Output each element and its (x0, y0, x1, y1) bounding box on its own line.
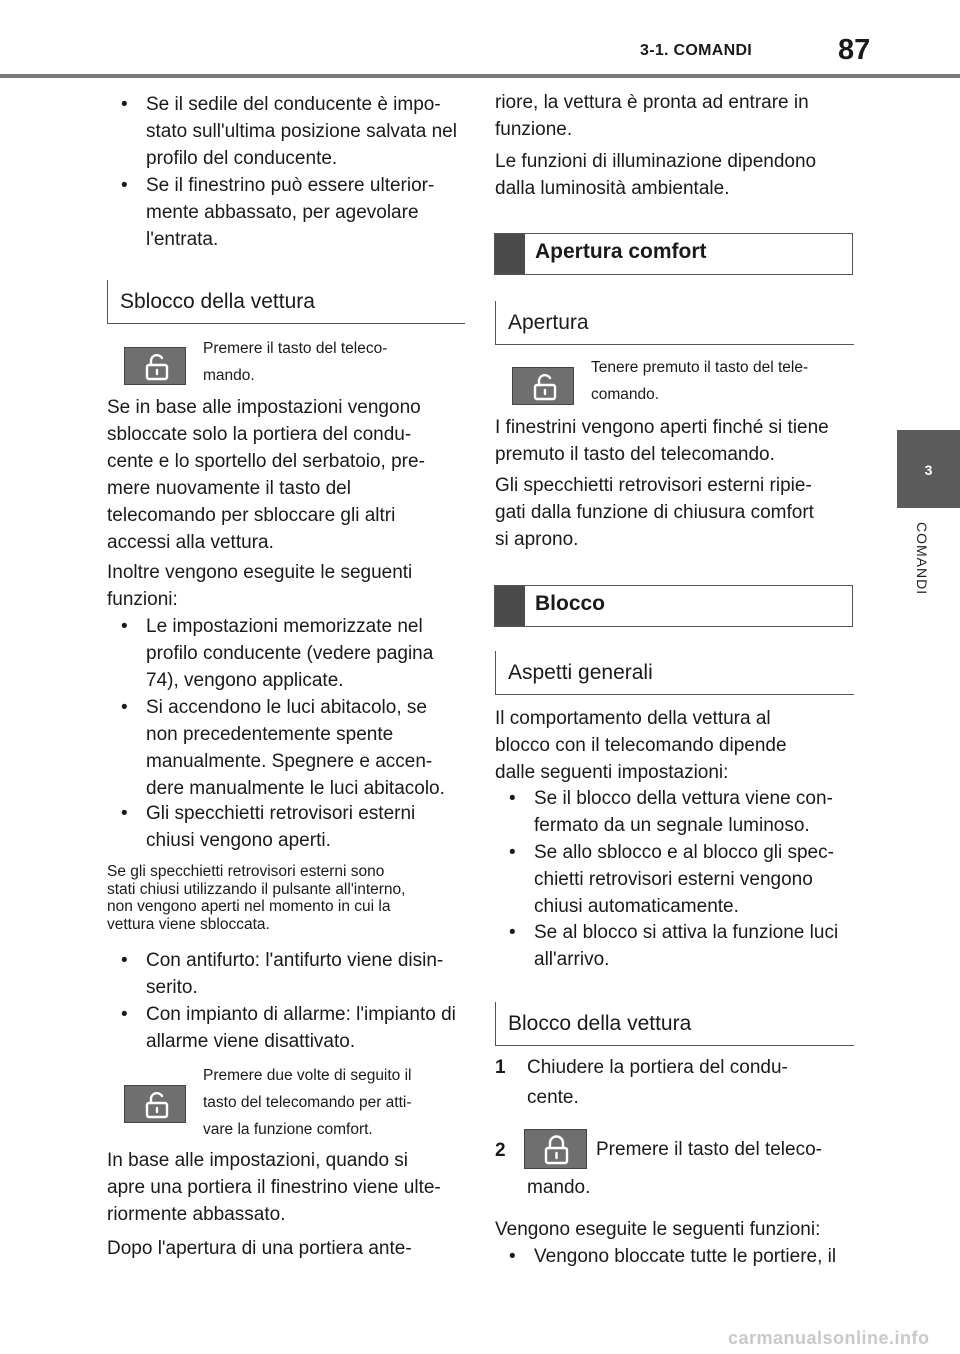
bullet-dot: • (509, 788, 516, 809)
text-line: Chiudere la portiera del condu- (527, 1057, 788, 1078)
text-line: serito. (146, 977, 198, 998)
bullet-dot: • (509, 1246, 516, 1267)
text-line: Gli specchietti retrovisori esterni (146, 803, 416, 824)
text-line: riormente abbassato. (107, 1204, 286, 1225)
text-line: vare la funzione comfort. (203, 1121, 373, 1138)
section-heading-general (495, 651, 854, 695)
text-line: comando. (591, 386, 660, 403)
paragraph: Vengono eseguite le seguenti funzioni: (495, 1219, 821, 1240)
text-line: dalle seguenti impostazioni: (495, 762, 729, 783)
bullet-dot: • (121, 950, 128, 971)
text-line: Se gli specchietti retrovisori esterni sono (107, 863, 385, 880)
text-line: premuto il tasto del telecomando. (495, 444, 775, 465)
paragraph (495, 472, 857, 553)
box-heading-lock (494, 585, 853, 627)
text-line: Inoltre vengono eseguite le seguenti (107, 562, 413, 583)
text-line: Le funzioni di illuminazione dipendono (495, 151, 817, 172)
text-line: apre una portiera il finestrino viene ulte- (107, 1177, 441, 1198)
text-line: profilo del conducente. (146, 148, 338, 169)
text-line: Gli specchietti retrovisori esterni ripie- (495, 475, 812, 496)
box-heading-text: Apertura comfort (535, 240, 707, 263)
text-line: all'arrivo. (534, 949, 610, 970)
bullet-dot: • (509, 842, 516, 863)
text-line: chietti retrovisori esterni vengono (534, 869, 813, 890)
text-line: Se in base alle impostazioni vengono (107, 397, 421, 418)
text-line: chiusi vengono aperti. (146, 830, 331, 851)
section-heading-text: Apertura (508, 311, 589, 334)
paragraph (495, 89, 855, 143)
step-number: 2 (495, 1140, 506, 1161)
box-heading-text: Blocco (535, 592, 606, 615)
text-line: Vengono bloccate tutte le portiere, il (534, 1246, 837, 1267)
text-line: Se al blocco si attiva la funzione luci (534, 922, 839, 943)
text-line: mente abbassato, per agevolare (146, 202, 419, 223)
unlock-icon (513, 368, 575, 406)
bullet-dot: • (509, 922, 516, 943)
chapter-tab: 3 (897, 430, 960, 508)
text-line: 74), vengono applicate. (146, 670, 344, 691)
header-rule (0, 74, 960, 78)
remote-unlock-key (512, 367, 574, 405)
text-line: Si accendono le luci abitacolo, se (146, 697, 427, 718)
text-line: stati chiusi utilizzando il pulsante all'interno, (107, 880, 406, 898)
bullet-dot: • (121, 175, 128, 196)
text-line: Se il blocco della vettura viene con- (534, 788, 833, 809)
text-line: I finestrini vengono aperti finché si tiene (495, 417, 829, 438)
text-line: Tenere premuto il tasto del tele- (591, 359, 809, 376)
text-line: manualmente. Spegnere e accen- (146, 751, 433, 772)
text-line: Con impianto di allarme: l'impianto di (146, 1004, 456, 1025)
bullet-dot: • (121, 697, 128, 718)
text-line: Premere due volte di seguito il (203, 1067, 412, 1084)
unlock-icon (125, 348, 187, 386)
text-line: sbloccate solo la portiera del condu- (107, 424, 412, 445)
section-heading-text: Sblocco della vettura (120, 290, 315, 313)
bullet-dot: • (121, 1004, 128, 1025)
box-heading-marker (495, 586, 525, 626)
text-line: chiusi automaticamente. (534, 896, 739, 917)
text-line: si aprono. (495, 529, 579, 550)
text-line: Premere il tasto del teleco- (203, 340, 388, 357)
step-text: mando. (527, 1177, 591, 1198)
text-line: non vengono aperti nel momento in cui la (107, 898, 391, 915)
section-heading-text: Blocco della vettura (508, 1012, 692, 1035)
paragraph (495, 705, 855, 786)
text-line: non precedentemente spente (146, 724, 394, 745)
remote-lock-key (524, 1129, 587, 1169)
text-line: l'entrata. (146, 229, 219, 250)
step-text: Premere il tasto del teleco- (596, 1139, 822, 1160)
lock-icon (525, 1130, 588, 1170)
paragraph (107, 559, 467, 613)
text-line: funzione. (495, 119, 573, 140)
paragraph (107, 1147, 469, 1228)
text-line: Dopo l'apertura di una portiera ante- (107, 1238, 412, 1259)
paragraph (107, 1235, 467, 1262)
text-line: gati dalla funzione di chiusura comfort (495, 502, 814, 523)
text-line: Le impostazioni memorizzate nel (146, 616, 423, 637)
text-line: Se allo sblocco e al blocco gli spec- (534, 842, 834, 863)
text-line: dalla luminosità ambientale. (495, 178, 730, 199)
unlock-icon (125, 1086, 187, 1124)
watermark: carmanualsonline.info (728, 1328, 930, 1348)
text-line: cente e lo sportello del serbatoio, pre- (107, 451, 425, 472)
paragraph (495, 414, 857, 468)
bullet-dot: • (121, 803, 128, 824)
small-note (107, 863, 469, 933)
step-number: 1 (495, 1057, 506, 1078)
text-line: mando. (203, 367, 255, 384)
section-heading-text: Aspetti generali (508, 661, 653, 684)
chapter-label-text: COMANDI (914, 522, 930, 596)
running-header: 3-1. COMANDI (640, 42, 753, 59)
key-note (203, 1062, 463, 1143)
text-line: allarme viene disattivato. (146, 1031, 356, 1052)
text-line: Se il finestrino può essere ulterior- (146, 175, 435, 196)
text-line: vettura viene sbloccata. (107, 915, 270, 933)
text-line: Con antifurto: l'antifurto viene disin- (146, 950, 444, 971)
section-heading-open (495, 301, 854, 345)
text-line: blocco con il telecomando dipende (495, 735, 787, 756)
page-number: 87 (838, 34, 871, 66)
text-line: funzioni: (107, 589, 178, 610)
key-note (203, 335, 463, 389)
text-line: tasto del telecomando per atti- (203, 1094, 412, 1111)
text-line: mere nuovamente il tasto del (107, 478, 351, 499)
paragraph (495, 148, 855, 202)
key-note (591, 354, 853, 408)
bullet-dot: • (121, 616, 128, 637)
text-line: dere manualmente le luci abitacolo. (146, 778, 445, 799)
text-line: Il comportamento della vettura al (495, 708, 771, 729)
text-line: telecomando per sbloccare gli altri (107, 505, 396, 526)
text-line: In base alle impostazioni, quando si (107, 1150, 409, 1171)
section-heading-unlock (107, 280, 465, 324)
text-line: Se il sedile del conducente è impo- (146, 94, 441, 115)
text-line: stato sull'ultima posizione salvata nel (146, 121, 457, 142)
section-heading-lock-vehicle (495, 1002, 854, 1046)
text-line: cente. (527, 1087, 579, 1108)
text-line: profilo conducente (vedere pagina (146, 643, 434, 664)
text-line: riore, la vettura è pronta ad entrare in (495, 92, 809, 113)
paragraph (107, 394, 467, 556)
box-heading-marker (495, 234, 525, 274)
text-line: fermato da un segnale luminoso. (534, 815, 810, 836)
step-text (527, 1053, 857, 1113)
remote-unlock-key (124, 1085, 186, 1123)
text-line: accessi alla vettura. (107, 532, 274, 553)
remote-unlock-key (124, 347, 186, 385)
box-heading-comfort-open (494, 233, 853, 275)
chapter-label (902, 522, 942, 622)
bullet-dot: • (121, 94, 128, 115)
